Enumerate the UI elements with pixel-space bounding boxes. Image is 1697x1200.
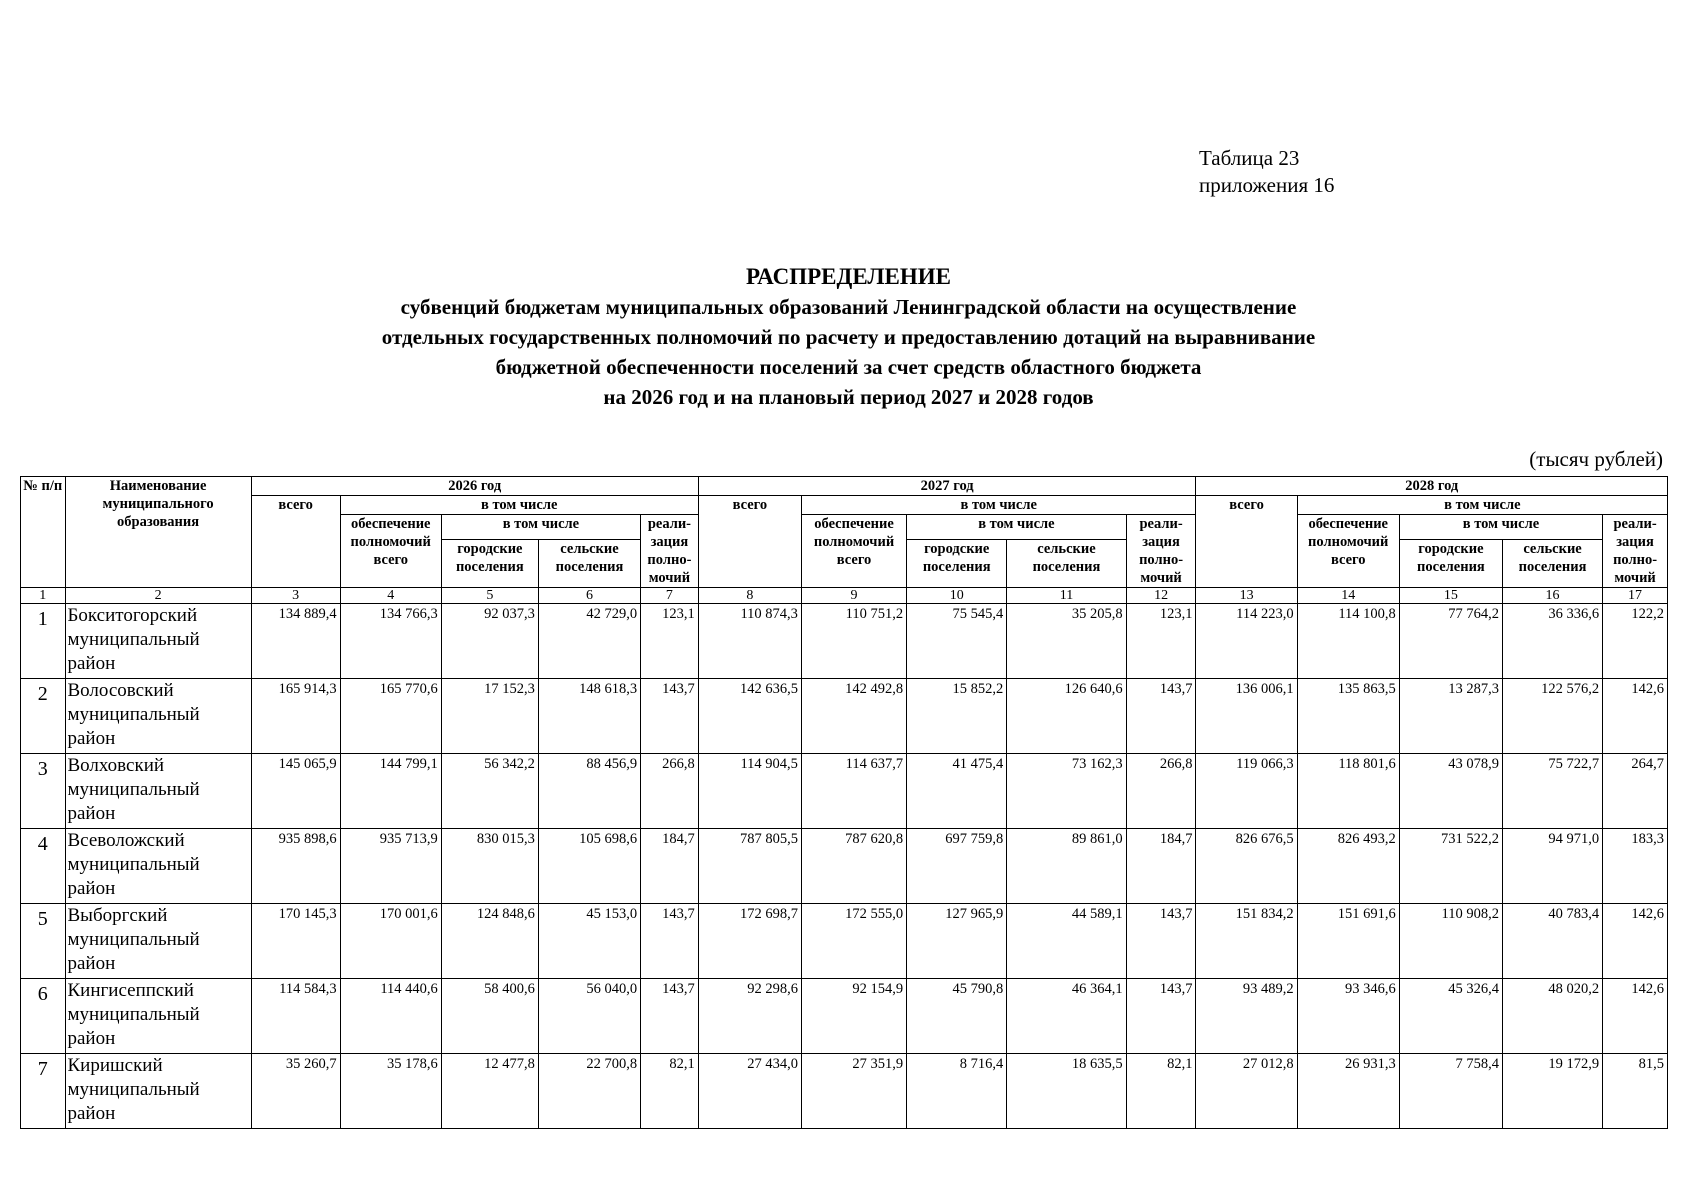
value-cell: 75 545,4 <box>907 604 1007 679</box>
header-provision-2028: обеспечение полномочий всего <box>1297 515 1399 588</box>
header-urban-2026: городские поселения <box>441 539 538 587</box>
municipality-name-line: Бокситогорский <box>67 605 198 626</box>
municipality-name <box>65 679 251 754</box>
municipality-name-line: муниципальный <box>67 854 200 875</box>
column-number: 11 <box>1007 588 1126 604</box>
table-row <box>21 979 1668 1054</box>
value-cell: 56 040,0 <box>538 979 640 1054</box>
row-number: 6 <box>21 979 66 1054</box>
value-cell: 92 298,6 <box>698 979 801 1054</box>
municipality-name <box>65 904 251 979</box>
value-cell: 172 698,7 <box>698 904 801 979</box>
column-number: 7 <box>641 588 699 604</box>
value-cell: 184,7 <box>1126 829 1196 904</box>
value-cell: 58 400,6 <box>441 979 538 1054</box>
header-incl-sub-2027: в том числе <box>907 515 1127 540</box>
value-cell: 144 799,1 <box>340 754 441 829</box>
row-number: 3 <box>21 754 66 829</box>
table-row <box>21 679 1668 754</box>
value-cell: 165 770,6 <box>340 679 441 754</box>
municipality-name-line: район <box>67 728 116 749</box>
municipality-name-line: Волховский <box>67 755 165 776</box>
value-cell: 830 015,3 <box>441 829 538 904</box>
value-cell: 18 635,5 <box>1007 1054 1126 1129</box>
row-number: 2 <box>21 679 66 754</box>
value-cell: 126 640,6 <box>1007 679 1126 754</box>
table-body <box>21 604 1668 1129</box>
value-cell: 134 766,3 <box>340 604 441 679</box>
value-cell: 114 584,3 <box>251 979 340 1054</box>
value-cell: 42 729,0 <box>538 604 640 679</box>
value-cell: 45 326,4 <box>1399 979 1502 1054</box>
value-cell: 143,7 <box>1126 679 1196 754</box>
value-cell: 124 848,6 <box>441 904 538 979</box>
header-incl-sub-2026: в том числе <box>441 515 640 540</box>
municipality-name-line: район <box>67 1028 116 1049</box>
value-cell: 36 336,6 <box>1502 604 1602 679</box>
header-incl-2028: в том числе <box>1297 496 1667 515</box>
value-cell: 48 020,2 <box>1502 979 1602 1054</box>
value-cell: 123,1 <box>1126 604 1196 679</box>
value-cell: 17 152,3 <box>441 679 538 754</box>
value-cell: 134 889,4 <box>251 604 340 679</box>
table-number: Таблица 23 <box>1199 146 1300 170</box>
value-cell: 143,7 <box>641 979 699 1054</box>
value-cell: 89 861,0 <box>1007 829 1126 904</box>
value-cell: 73 162,3 <box>1007 754 1126 829</box>
value-cell: 142 492,8 <box>801 679 906 754</box>
header-realization-2026: реали-зация полно-мочий <box>641 515 699 588</box>
header-realization-2027: реали-зация полно-мочий <box>1126 515 1196 588</box>
header-total-2026: всего <box>251 496 340 588</box>
unit-label: (тысяч рублей) <box>1529 447 1663 471</box>
column-number: 14 <box>1297 588 1399 604</box>
value-cell: 151 691,6 <box>1297 904 1399 979</box>
value-cell: 136 006,1 <box>1196 679 1297 754</box>
value-cell: 183,3 <box>1603 829 1668 904</box>
value-cell: 114 223,0 <box>1196 604 1297 679</box>
header-incl-2027: в том числе <box>801 496 1196 515</box>
value-cell: 45 790,8 <box>907 979 1007 1054</box>
value-cell: 143,7 <box>1126 979 1196 1054</box>
row-number: 1 <box>21 604 66 679</box>
column-number: 3 <box>251 588 340 604</box>
table-row <box>21 904 1668 979</box>
value-cell: 114 637,7 <box>801 754 906 829</box>
value-cell: 266,8 <box>1126 754 1196 829</box>
value-cell: 26 931,3 <box>1297 1054 1399 1129</box>
value-cell: 41 475,4 <box>907 754 1007 829</box>
value-cell: 7 758,4 <box>1399 1054 1502 1129</box>
header-realization-2028: реали-зация полно-мочий <box>1603 515 1668 588</box>
municipality-name-line: Кингисеппский <box>67 980 194 1001</box>
column-number: 13 <box>1196 588 1297 604</box>
value-cell: 82,1 <box>1126 1054 1196 1129</box>
column-number-row <box>21 588 1668 604</box>
table-header <box>21 477 1668 604</box>
value-cell: 94 971,0 <box>1502 829 1602 904</box>
municipality-name-line: район <box>67 803 116 824</box>
column-number: 16 <box>1502 588 1602 604</box>
appendix-number: приложения 16 <box>1199 173 1335 197</box>
value-cell: 77 764,2 <box>1399 604 1502 679</box>
value-cell: 13 287,3 <box>1399 679 1502 754</box>
value-cell: 697 759,8 <box>907 829 1007 904</box>
column-number: 8 <box>698 588 801 604</box>
value-cell: 8 716,4 <box>907 1054 1007 1129</box>
title-line-3: бюджетной обеспеченности поселений за счет средств областного бюджета <box>495 355 1202 379</box>
value-cell: 145 065,9 <box>251 754 340 829</box>
municipality-name-line: район <box>67 953 116 974</box>
value-cell: 787 620,8 <box>801 829 906 904</box>
header-urban-2027: городские поселения <box>907 539 1007 587</box>
value-cell: 122 576,2 <box>1502 679 1602 754</box>
value-cell: 135 863,5 <box>1297 679 1399 754</box>
value-cell: 826 676,5 <box>1196 829 1297 904</box>
value-cell: 40 783,4 <box>1502 904 1602 979</box>
title-line-1: субвенций бюджетам муниципальных образований Ленинградской области на осуществление <box>400 295 1297 319</box>
header-provision-2026: обеспечение полномочий всего <box>340 515 441 588</box>
value-cell: 35 260,7 <box>251 1054 340 1129</box>
row-number: 4 <box>21 829 66 904</box>
value-cell: 15 852,2 <box>907 679 1007 754</box>
table-row <box>21 829 1668 904</box>
title-line-2: отдельных государственных полномочий по расчету и предоставлению дотаций на выравнивание <box>381 325 1316 349</box>
value-cell: 142,6 <box>1603 679 1668 754</box>
value-cell: 127 965,9 <box>907 904 1007 979</box>
value-cell: 165 914,3 <box>251 679 340 754</box>
value-cell: 142,6 <box>1603 904 1668 979</box>
title-line-4: на 2026 год и на плановый период 2027 и 2028 годов <box>603 385 1094 409</box>
value-cell: 19 172,9 <box>1502 1054 1602 1129</box>
column-number: 2 <box>65 588 251 604</box>
column-number: 1 <box>21 588 66 604</box>
header-rural-2026: сельские поселения <box>538 539 640 587</box>
value-cell: 105 698,6 <box>538 829 640 904</box>
header-urban-2028: городские поселения <box>1399 539 1502 587</box>
row-number: 5 <box>21 904 66 979</box>
value-cell: 46 364,1 <box>1007 979 1126 1054</box>
column-number: 10 <box>907 588 1007 604</box>
value-cell: 143,7 <box>641 904 699 979</box>
value-cell: 184,7 <box>641 829 699 904</box>
municipality-name-line: муниципальный <box>67 779 200 800</box>
header-incl-sub-2028: в том числе <box>1399 515 1602 540</box>
value-cell: 75 722,7 <box>1502 754 1602 829</box>
value-cell: 82,1 <box>641 1054 699 1129</box>
value-cell: 172 555,0 <box>801 904 906 979</box>
header-incl-2026: в том числе <box>340 496 698 515</box>
value-cell: 143,7 <box>641 679 699 754</box>
value-cell: 142,6 <box>1603 979 1668 1054</box>
municipality-name-line: муниципальный <box>67 1004 200 1025</box>
subvention-table <box>20 476 1668 1129</box>
column-number: 12 <box>1126 588 1196 604</box>
value-cell: 151 834,2 <box>1196 904 1297 979</box>
header-rural-2028: сельские поселения <box>1502 539 1602 587</box>
column-number: 9 <box>801 588 906 604</box>
value-cell: 88 456,9 <box>538 754 640 829</box>
value-cell: 81,5 <box>1603 1054 1668 1129</box>
value-cell: 92 154,9 <box>801 979 906 1054</box>
column-number: 4 <box>340 588 441 604</box>
value-cell: 45 153,0 <box>538 904 640 979</box>
value-cell: 56 342,2 <box>441 754 538 829</box>
table-row <box>21 604 1668 679</box>
value-cell: 142 636,5 <box>698 679 801 754</box>
column-number: 6 <box>538 588 640 604</box>
table-row <box>21 754 1668 829</box>
municipality-name-line: муниципальный <box>67 929 200 950</box>
value-cell: 92 037,3 <box>441 604 538 679</box>
value-cell: 787 805,5 <box>698 829 801 904</box>
header-total-2027: всего <box>698 496 801 588</box>
value-cell: 122,2 <box>1603 604 1668 679</box>
value-cell: 731 522,2 <box>1399 829 1502 904</box>
municipality-name <box>65 1054 251 1129</box>
column-number: 5 <box>441 588 538 604</box>
value-cell: 935 898,6 <box>251 829 340 904</box>
value-cell: 35 205,8 <box>1007 604 1126 679</box>
value-cell: 93 489,2 <box>1196 979 1297 1054</box>
municipality-name-line: Киришский <box>67 1055 163 1076</box>
header-rural-2027: сельские поселения <box>1007 539 1126 587</box>
header-year-2027: 2027 год <box>698 477 1196 496</box>
title-heading: РАСПРЕДЕЛЕНИЕ <box>746 264 951 289</box>
municipality-name <box>65 979 251 1054</box>
municipality-name-line: Волосовский <box>67 680 174 701</box>
row-number: 7 <box>21 1054 66 1129</box>
value-cell: 170 001,6 <box>340 904 441 979</box>
value-cell: 110 908,2 <box>1399 904 1502 979</box>
municipality-name <box>65 604 251 679</box>
value-cell: 148 618,3 <box>538 679 640 754</box>
value-cell: 118 801,6 <box>1297 754 1399 829</box>
municipality-name-line: район <box>67 878 116 899</box>
value-cell: 143,7 <box>1126 904 1196 979</box>
value-cell: 93 346,6 <box>1297 979 1399 1054</box>
header-year-2028: 2028 год <box>1196 477 1668 496</box>
header-name: Наименование муниципального образования <box>65 477 251 588</box>
value-cell: 35 178,6 <box>340 1054 441 1129</box>
value-cell: 110 874,3 <box>698 604 801 679</box>
value-cell: 123,1 <box>641 604 699 679</box>
value-cell: 114 100,8 <box>1297 604 1399 679</box>
table-reference <box>1199 145 1334 199</box>
value-cell: 826 493,2 <box>1297 829 1399 904</box>
table-row <box>21 1054 1668 1129</box>
value-cell: 266,8 <box>641 754 699 829</box>
header-provision-2027: обеспечение полномочий всего <box>801 515 906 588</box>
municipality-name-line: муниципальный <box>67 629 200 650</box>
municipality-name-line: Всеволожский <box>67 830 185 851</box>
value-cell: 27 012,8 <box>1196 1054 1297 1129</box>
value-cell: 12 477,8 <box>441 1054 538 1129</box>
municipality-name-line: Выборгский <box>67 905 168 926</box>
document-title <box>0 262 1697 412</box>
header-total-2028: всего <box>1196 496 1297 588</box>
value-cell: 935 713,9 <box>340 829 441 904</box>
value-cell: 22 700,8 <box>538 1054 640 1129</box>
column-number: 17 <box>1603 588 1668 604</box>
municipality-name-line: муниципальный <box>67 704 200 725</box>
value-cell: 43 078,9 <box>1399 754 1502 829</box>
value-cell: 119 066,3 <box>1196 754 1297 829</box>
value-cell: 27 351,9 <box>801 1054 906 1129</box>
header-num: № п/п <box>21 477 66 588</box>
municipality-name <box>65 829 251 904</box>
value-cell: 114 440,6 <box>340 979 441 1054</box>
value-cell: 170 145,3 <box>251 904 340 979</box>
municipality-name-line: район <box>67 653 116 674</box>
value-cell: 44 589,1 <box>1007 904 1126 979</box>
value-cell: 27 434,0 <box>698 1054 801 1129</box>
value-cell: 264,7 <box>1603 754 1668 829</box>
municipality-name-line: муниципальный <box>67 1079 200 1100</box>
header-year-2026: 2026 год <box>251 477 698 496</box>
value-cell: 114 904,5 <box>698 754 801 829</box>
municipality-name-line: район <box>67 1103 116 1124</box>
value-cell: 110 751,2 <box>801 604 906 679</box>
column-number: 15 <box>1399 588 1502 604</box>
municipality-name <box>65 754 251 829</box>
